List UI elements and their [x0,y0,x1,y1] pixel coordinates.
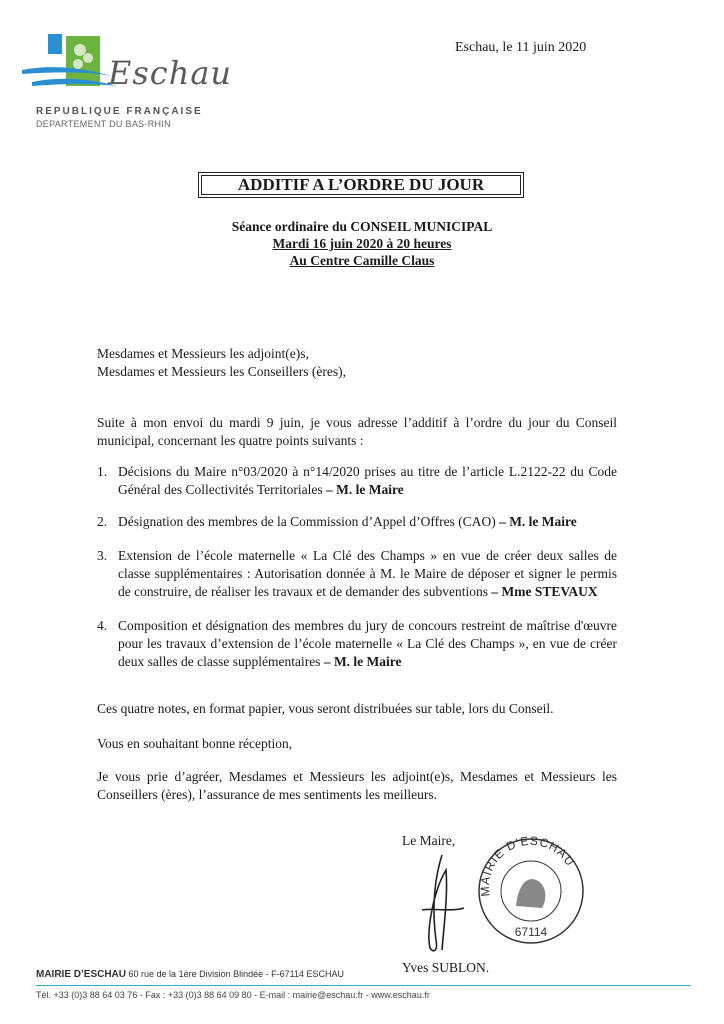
agenda-item-speaker: – M. le Maire [323,654,402,669]
page-title: ADDITIF A L’ORDRE DU JOUR [201,175,521,195]
signer-name: Yves SUBLON. [402,960,490,975]
agenda-item-text: Composition et désignation des membres du jury de concours restreint de maîtrise d'œuvre pour les travaux d’extension de l’école maternelle « La Clé des Champs », en vue de créer deux salles de classe supplémentaires [118,618,617,669]
closing-paragraph: Je vous prie d’agréer, Mesdames et Messieurs les adjoint(e)s, Mesdames et Messieurs les Conseillers (ères), l’assurance de mes sentiments les meilleurs. [97,769,617,802]
agenda-item-text: Extension de l’école maternelle « La Clé des Champs » en vue de créer deux salles de classe supplémentaires : Autorisation donnée à M. le Maire de déposer et signer le permis de construire, de réaliser les travaux et de demander des subventions [118,548,617,599]
session-type: Séance ordinaire du CONSEIL MUNICIPAL [231,219,493,234]
footer-org: MAIRIE D’ESCHAU [36,969,127,980]
agenda-item-text: Désignation des membres de la Commission d’Appel d’Offres (CAO) [118,514,496,529]
agenda-item-text: Décisions du Maire n°03/2020 à n°14/2020 prises au titre de l’article L.2122-22 du Code Général des Collectivités Territoriales [118,464,617,497]
agenda-item-speaker: – M. le Maire [499,514,577,529]
agenda-item-number: 2. [97,514,108,529]
notes-paragraph: Ces quatre notes, en format papier, vous seront distribuées sur table, lors du Conseil. [97,701,554,716]
footer-address-text: 60 rue de la 1ère Division Blindée - F-67114 ESCHAU [128,969,344,979]
agenda-item-number: 3. [97,548,108,563]
departement: DEPARTEMENT DU BAS-RHIN [36,119,171,129]
handwritten-signature [412,850,472,960]
republique-francaise: REPUBLIQUE FRANÇAISE [36,106,203,117]
stamp-seal-icon [476,836,586,946]
greeting-line-2: Mesdames et Messieurs les Conseillers (ères), [97,364,346,379]
agenda-item-number: 1. [97,464,108,479]
session-location: Au Centre Camille Claus [289,253,435,268]
intro-paragraph: Suite à mon envoi du mardi 9 juin, je vous adresse l’additif à l’ordre du jour du Conseil municipal, concernant les quatre points suivants : [97,415,617,448]
greeting-line-1: Mesdames et Messieurs les adjoint(e)s, [97,346,309,361]
official-stamp [476,836,586,946]
document-date: Eschau, le 11 juin 2020 [455,40,587,55]
title-box [198,172,524,198]
agenda-item-speaker: – Mme STEVAUX [491,584,598,599]
stamp-code: 67114 [514,925,548,939]
session-date: Mardi 16 juin 2020 à 20 heures [272,236,452,251]
footer-address [36,969,344,980]
agenda-item-speaker: – M. le Maire [325,482,404,497]
agenda-item-number: 4. [97,618,108,633]
footer-contact: Tél. +33 (0)3 88 64 03 76 - Fax : +33 (0)3 88 64 09 80 - E-mail : mairie@eschau.fr - www.eschau.fr [36,990,430,1000]
signer-role: Le Maire, [402,833,456,848]
logo-wordmark: Eschau [108,54,232,92]
reception-paragraph: Vous en souhaitant bonne réception, [97,736,293,751]
stamp-text-top: MAIRIE D'ESCHAU [477,836,578,898]
footer-divider [36,985,691,986]
